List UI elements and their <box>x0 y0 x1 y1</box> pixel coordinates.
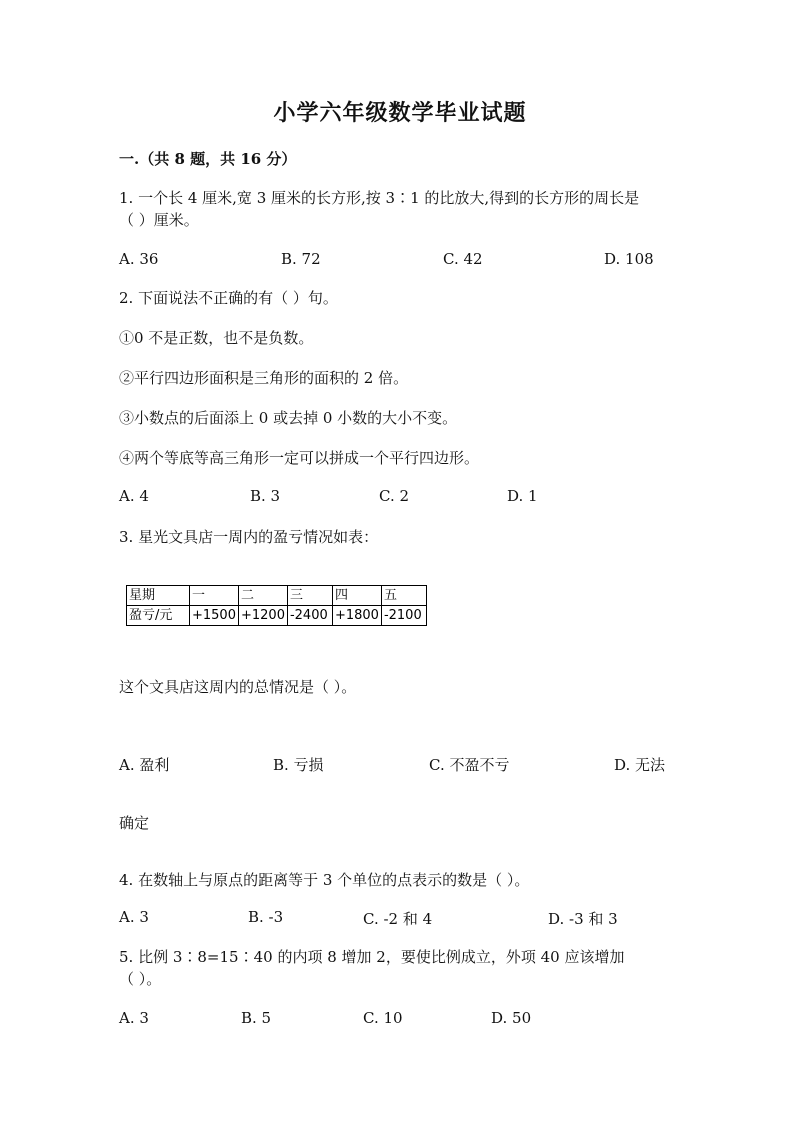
question-3-text: 3. 星光文具店一周内的盈亏情况如表： <box>119 528 379 546</box>
table-cell: -2400 <box>287 606 332 626</box>
page-title: 小学六年级数学毕业试题 <box>273 100 527 126</box>
table-header-row <box>127 586 427 606</box>
table-cell: 四 <box>332 586 381 606</box>
question-4-option-c: C. -2 和 4 <box>363 910 433 928</box>
question-4-option-a: A. 3 <box>119 908 149 926</box>
question-5-text-line2: （ ）。 <box>119 970 162 988</box>
question-5-text-line1: 5. 比例 3∶8=15∶40 的内项 8 增加 2，要使比例成立，外项 40 应该增加 <box>119 948 625 966</box>
table-cell: 二 <box>238 586 287 606</box>
question-5-option-c: C. 10 <box>363 1009 403 1027</box>
question-2-statement-3: ③小数点的后面添上 0 或去掉 0 小数的大小不变。 <box>119 409 458 427</box>
table-row <box>127 606 427 626</box>
question-2-statement-4: ④两个等底等高三角形一定可以拼成一个平行四边形。 <box>119 449 480 467</box>
question-3-option-c: C. 不盈不亏 <box>429 756 510 774</box>
table-cell: +1500 <box>190 606 239 626</box>
question-1-option-d: D. 108 <box>604 250 654 268</box>
table-cell: +1800 <box>332 606 381 626</box>
question-4-option-b: B. -3 <box>248 908 284 926</box>
question-3-option-a: A. 盈利 <box>119 756 170 774</box>
profit-loss-table <box>126 585 427 626</box>
table-cell: 五 <box>381 586 426 606</box>
question-1-text-line2: （ ）厘米。 <box>119 211 199 229</box>
question-2-statement-1: ①0 不是正数，也不是负数。 <box>119 329 314 347</box>
question-4-option-d: D. -3 和 3 <box>548 910 618 928</box>
question-5-option-d: D. 50 <box>491 1009 532 1027</box>
question-2-option-d: D. 1 <box>507 487 538 505</box>
question-2-statement-2: ②平行四边形面积是三角形的面积的 2 倍。 <box>119 369 409 387</box>
table-cell: 三 <box>287 586 332 606</box>
section-header: 一.（共 8 题，共 16 分） <box>119 150 297 168</box>
question-5-option-b: B. 5 <box>241 1009 272 1027</box>
question-1-option-a: A. 36 <box>119 250 159 268</box>
question-1-text-line1: 1. 一个长 4 厘米,宽 3 厘米的长方形,按 3∶1 的比放大,得到的长方形的周长是 <box>119 189 640 207</box>
question-1-option-c: C. 42 <box>443 250 483 268</box>
table-cell: 星期 <box>127 586 190 606</box>
question-5-option-a: A. 3 <box>119 1009 149 1027</box>
question-2-text: 2. 下面说法不正确的有（ ）句。 <box>119 289 338 307</box>
question-3-option-d: D. 无法 <box>614 756 666 774</box>
question-2-option-b: B. 3 <box>250 487 281 505</box>
question-3-question: 这个文具店这周内的总情况是（ ）。 <box>119 678 357 696</box>
table-cell: +1200 <box>238 606 287 626</box>
question-3-option-d-continued: 确定 <box>119 814 150 832</box>
question-2-option-a: A. 4 <box>119 487 149 505</box>
question-2-option-c: C. 2 <box>379 487 410 505</box>
table-cell: 一 <box>190 586 239 606</box>
question-1-option-b: B. 72 <box>281 250 321 268</box>
table-cell: -2100 <box>381 606 426 626</box>
table-cell: 盈亏/元 <box>127 606 190 626</box>
question-3-option-b: B. 亏损 <box>273 756 324 774</box>
question-4-text: 4. 在数轴上与原点的距离等于 3 个单位的点表示的数是（ ）。 <box>119 871 530 889</box>
